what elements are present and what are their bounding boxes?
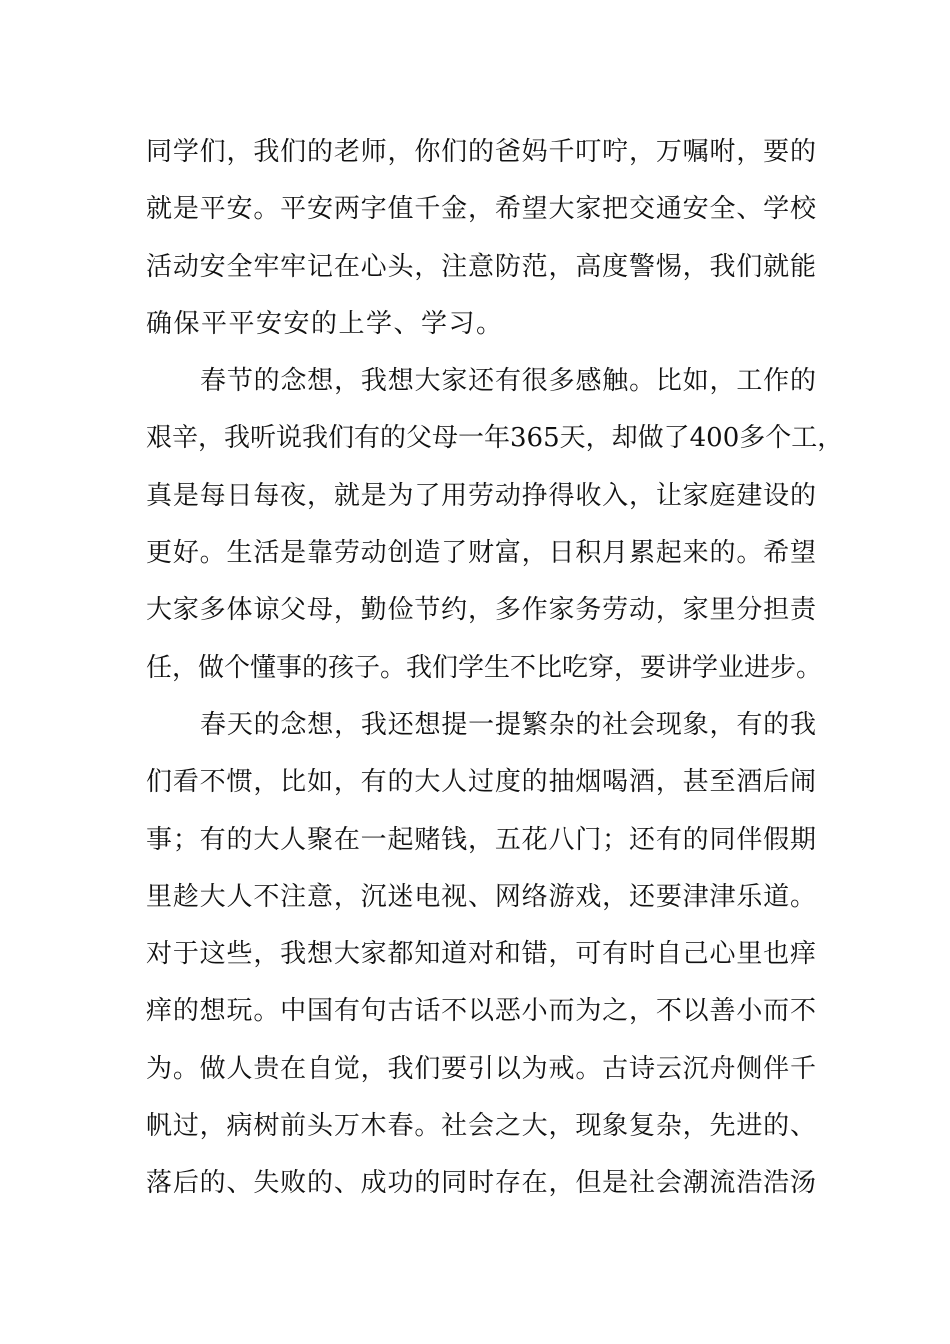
- text-line: 活动安全牢牢记在心头，注意防范，高度警惕，我们就能: [146, 251, 816, 282]
- document-body: [146, 128, 844, 1217]
- text-line: 对于这些，我想大家都知道对和错，可有时自己心里也痒: [146, 939, 816, 970]
- text-line: 确保平平安安的上学、学习。: [146, 308, 504, 339]
- text-line: 们看不惯，比如，有的大人过度的抽烟喝酒，甚至酒后闹: [146, 767, 816, 798]
- text-line: 就是平安。平安两字值千金，希望大家把交通安全、学校: [146, 194, 816, 225]
- paragraph-first-line: 春节的念想，我想大家还有很多感触。比如，工作的: [200, 366, 816, 397]
- text-line: 同学们，我们的老师，你们的爸妈千叮咛，万嘱咐，要的: [146, 137, 816, 167]
- text-line: 为。做人贵在自觉，我们要引以为戒。古诗云沉舟侧伴千: [146, 1053, 816, 1084]
- text-line: 里趁大人不注意，沉迷电视、网络游戏，还要津津乐道。: [146, 881, 816, 912]
- text-line: 大家多体谅父母，勤俭节约，多作家务劳动，家里分担责: [146, 595, 816, 626]
- text-line: 真是每日每夜，就是为了用劳动挣得收入，让家庭建设的: [146, 480, 816, 511]
- text-line: 任，做个懂事的孩子。我们学生不比吃穿，要讲学业进步。: [146, 652, 823, 683]
- text-line: 帆过，病树前头万木春。社会之大，现象复杂，先进的、: [146, 1111, 816, 1142]
- text-line: 事；有的大人聚在一起赌钱，五花八门；还有的同伴假期: [146, 824, 816, 855]
- text-line: 艰辛，我听说我们有的父母一年365天，却做了400多个工，: [146, 423, 844, 454]
- text-line: 落后的、失败的、成功的同时存在，但是社会潮流浩浩汤: [146, 1168, 816, 1199]
- text-line: 更好。生活是靠劳动创造了财富，日积月累起来的。希望: [146, 538, 816, 569]
- text-line: 痒的想玩。中国有句古话不以恶小而为之，不以善小而不: [146, 996, 816, 1027]
- paragraph-first-line: 春天的念想，我还想提一提繁杂的社会现象，有的我: [200, 709, 816, 740]
